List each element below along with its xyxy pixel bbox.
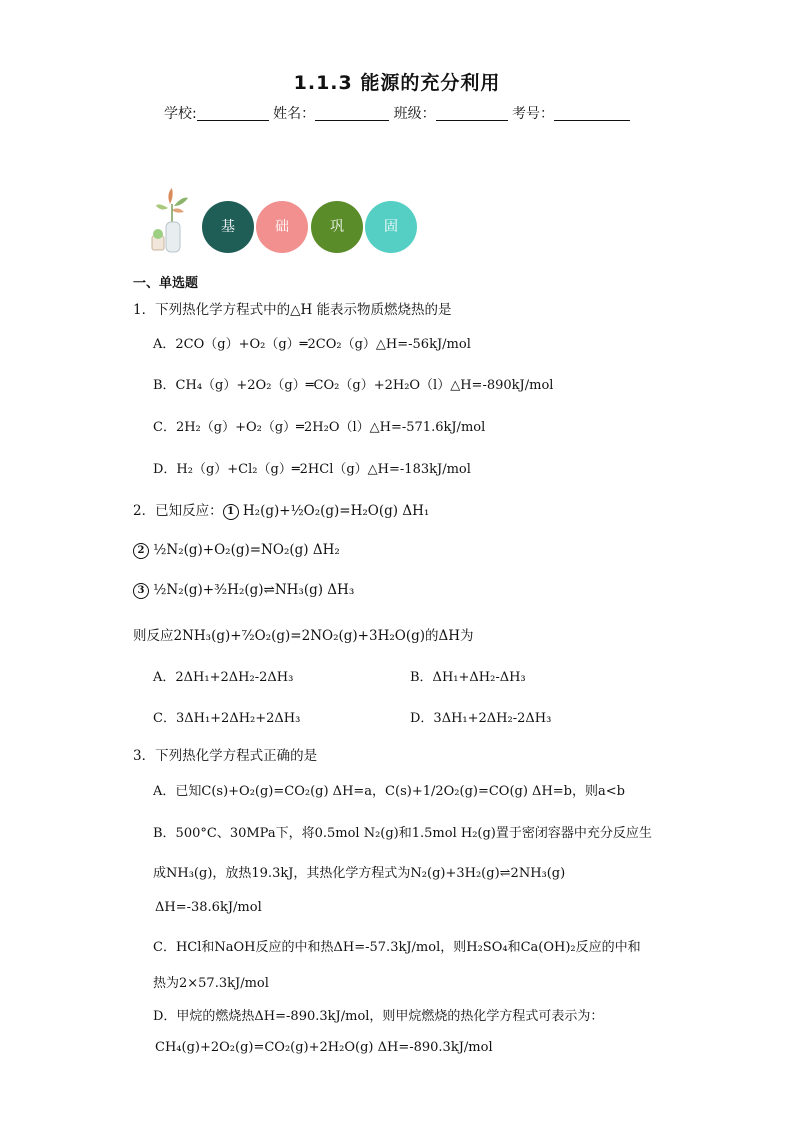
marker-3-icon: 3: [133, 583, 149, 599]
student-info-line: [0, 103, 794, 123]
q2-option-b[interactable]: B．ΔH₁+ΔH₂-ΔH₃: [410, 670, 526, 685]
q2-stem: 2．已知反应：: [133, 503, 223, 519]
number-blank[interactable]: [554, 106, 630, 121]
q2-reaction-3-line: [133, 582, 354, 599]
q3-option-c-line1[interactable]: C．HCl和NaOH反应的中和热ΔH=-57.3kJ/mol，则H₂SO₄和Ca(OH)₂反应的中和: [153, 940, 641, 955]
q1-option-a[interactable]: A．2CO（g）+O₂（g）═2CO₂（g）△H=-56kJ/mol: [153, 337, 471, 352]
q1-option-d[interactable]: D．H₂（g）+Cl₂（g）═2HCl（g）△H=-183kJ/mol: [153, 462, 471, 477]
q2-option-a[interactable]: A．2ΔH₁+2ΔH₂-2ΔH₃: [153, 670, 294, 685]
q1-stem: 1．下列热化学方程式中的△H 能表示物质燃烧热的是: [133, 302, 452, 318]
class-label: 班级：: [393, 106, 436, 122]
q2-option-d[interactable]: D．3ΔH₁+2ΔH₂-2ΔH₃: [410, 711, 552, 726]
name-blank[interactable]: [315, 106, 389, 121]
section-heading: 一、单选题: [133, 276, 199, 291]
q2-option-c[interactable]: C．3ΔH₁+2ΔH₂+2ΔH₃: [153, 711, 301, 726]
number-label: 考号：: [512, 106, 555, 122]
marker-1-icon: 1: [223, 504, 239, 520]
q3-option-b-line1[interactable]: B．500°C、30MPa下，将0.5mol N₂(g)和1.5mol H₂(g)置于密闭容器中充分反应生: [153, 826, 652, 841]
q1-option-b[interactable]: B．CH₄（g）+2O₂（g）═CO₂（g）+2H₂O（l）△H=-890kJ/mol: [153, 378, 554, 393]
q3-option-d-line1[interactable]: D．甲烷的燃烧热ΔH=-890.3kJ/mol，则甲烷燃烧的热化学方程式可表示为：: [153, 1009, 604, 1024]
page-title: 1.1.3 能源的充分利用: [293, 72, 501, 94]
q3-option-c-line2: 热为2×57.3kJ/mol: [153, 976, 269, 991]
q3-option-b-line2: 成NH₃(g)，放热19.3kJ，其热化学方程式为N₂(g)+3H₂(g)⇌2NH₃(g): [153, 866, 566, 881]
q3-stem: 3．下列热化学方程式正确的是: [133, 748, 318, 764]
banner-circle-1: 基: [202, 201, 254, 253]
q2-reaction-2-line: [133, 542, 340, 559]
q2-reaction-2: ½N₂(g)+O₂(g)=NO₂(g) ΔH₂: [153, 542, 340, 558]
class-blank[interactable]: [436, 106, 508, 121]
banner-circle-3: 巩: [311, 201, 363, 253]
q3-option-a[interactable]: A．已知C(s)+O₂(g)=CO₂(g) ΔH=a，C(s)+1/2O₂(g)=CO(g) ΔH=b，则a<b: [153, 784, 625, 799]
q2-reaction-1: H₂(g)+½O₂(g)=H₂O(g) ΔH₁: [242, 503, 430, 519]
marker-2-icon: 2: [133, 543, 149, 559]
q2-stem-line: [133, 499, 429, 520]
banner-circle-4: 固: [365, 201, 417, 253]
plant-vase-icon: [148, 186, 196, 256]
q3-option-b-line3: ΔH=-38.6kJ/mol: [155, 900, 262, 915]
school-label: 学校:: [163, 106, 197, 122]
q1-option-c[interactable]: C．2H₂（g）+O₂（g）═2H₂O（l）△H=-571.6kJ/mol: [153, 420, 486, 435]
banner-circle-2: 础: [256, 201, 308, 253]
q2-reaction-3: ½N₂(g)+³⁄₂H₂(g)⇌NH₃(g) ΔH₃: [153, 582, 355, 598]
q2-ask: 则反应2NH₃(g)+⁷⁄₂O₂(g)=2NO₂(g)+3H₂O(g)的ΔH为: [133, 628, 474, 644]
name-label: 姓名：: [273, 106, 316, 122]
q3-option-d-line2: CH₄(g)+2O₂(g)=CO₂(g)+2H₂O(g) ΔH=-890.3kJ/mol: [155, 1040, 493, 1055]
school-blank[interactable]: [197, 106, 269, 121]
